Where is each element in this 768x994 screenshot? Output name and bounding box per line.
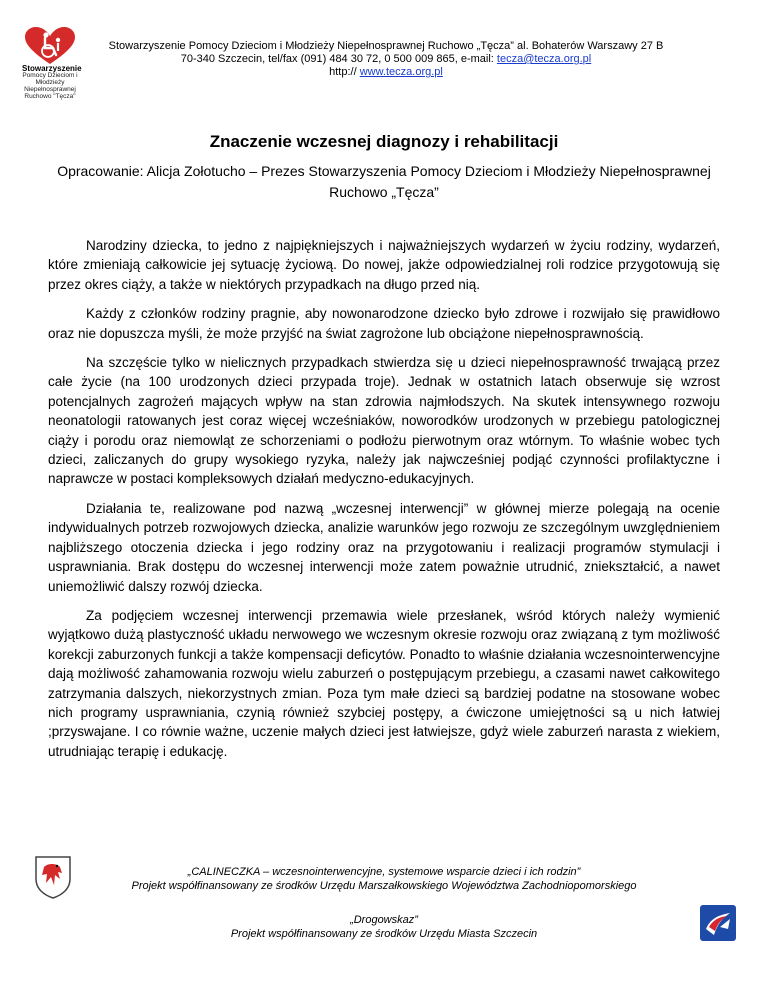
project2-name: „Drogowskaz” [350,914,418,926]
project1-name: „CALINECZKA – wczesnointerwencyjne, systemowe wsparcie dzieci i ich rodzin” [187,866,581,878]
document-author: Opracowanie: Alicja Zołotucho – Prezes Stowarzyszenia Pomocy Dzieciom i Młodzieży Niepełnosprawnej Ruchowo „Tęcza” [57,163,711,200]
logo-subtext: Pomocy Dzieciom i Młodzieży Niepełnosprawnej Ruchowo "Tęcza" [22,72,78,100]
email-link[interactable]: tecza@tecza.org.pl [496,53,592,65]
website-link[interactable]: www.tecza.org.pl [359,66,443,78]
letterhead-line2 [84,53,688,66]
paragraph: Na szczęście tylko w nielicznych przypadkach stwierdza się u dzieci niepełnosprawność trwającą przez całe życie (na 100 urodzonych dzieci przypada troje). Jednak w ostatnich latach obserwuje się wzrost potencjalnych zagrożeń mających wpływ na stan zdrowia najmłodszych. Na skutek intensywnego rozwoju neonatologii ratowanych jest coraz więcej wcześniaków, noworodków urodzonych w przebiegu patologicznej ciąży i porodu oraz niemowląt ze schorzeniami o podłożu pierwotnym oraz wtórnym. To właśnie wobec tych dzieci, zaliczanych do grupy wysokiego ryzyka, należy jak najwcześniej podjąć czynności profilaktyczne i naprawcze w postaci kompleksowych działań medyczno-edukacyjnych. [48,355,720,487]
document-body [48,236,720,771]
letterhead-line1: Stowarzyszenie Pomocy Dzieciom i Młodzieży Niepełnosprawnej Ruchowo „Tęcza” al. Bohaterów Warszawy 27 B [108,40,664,52]
paragraph: Każdy z członków rodziny pragnie, aby nowonarodzone dziecko było zdrowe i rozwijało się prawidłowo oraz nie dopuszcza myśli, że może przyjść na świat zagrożone lub obciążone niepełnosprawnością. [48,306,720,341]
logo-caption [22,64,82,100]
project-calineczka [60,865,708,893]
paragraph: Narodziny dziecka, to jedno z najpiękniejszych i najważniejszych wydarzeń w życiu rodziny, wydarzeń, które zmieniają całkowicie jej sytuację życiową. Do nowej, jakże odpowiedzialnej roli rodzice przygotowują się przez okres ciąży, a także w niektórych przypadkach na długo przed nią. [48,238,720,292]
paragraph: Działania te, realizowane pod nazwą „wczesnej interwencji” w głównej mierze polegają na ocenie indywidualnych potrzeb rozwojowych dziecka, analizie warunków jego rozwoju ze szczególnym uwzględnieniem najbliższego otoczenia dziecka i jego rodziny oraz na przygotowaniu i realizacji programów stymulacji i usprawniania. Brak dostępu do wczesnej interwencji może zatem poważnie utrudnić, zniekształcić, a nawet uniemożliwić dalszy rozwój dziecka. [48,500,720,594]
url-prefix: http:// [329,66,360,78]
heart-wheelchair-icon [22,26,78,66]
project1-funding: Projekt współfinansowany ze środków Urzędu Marszałkowskiego Województwa Zachodniopomorskiego [131,880,637,892]
contact-text: 70-340 Szczecin, tel/fax (091) 484 30 72, 0 500 009 865, e-mail: [180,53,497,65]
letterhead-line3 [84,66,688,79]
project2-funding: Projekt współfinansowany ze środków Urzędu Miasta Szczecin [230,928,538,940]
letterhead [84,40,688,79]
document-title: Znaczenie wczesnej diagnozy i rehabilitacji [209,132,559,151]
organization-logo [22,26,82,100]
szczecin-city-logo-icon [700,905,736,941]
paragraph: Za podjęciem wczesnej interwencji przemawia wiele przesłanek, wśród których należy wymienić wyjątkowo dużą plastyczność układu nerwowego we wczesnym okresie rozwoju oraz związaną z tym możliwość korekcji zaburzonych funkcji a także kompensacji deficytów. Ponadto to właśnie działania wczesnointerwencyjne dają możliwość zahamowania rozwoju wielu zaburzeń o postępującym przebiegu, a czasami nawet całkowitego zatrzymania dalszych, niekorzystnych zmian. Poza tym małe dzieci są bardziej podatne na stosowane wobec nich programy usprawniania, czynią również szybciej postępy, a ćwiczone umiejętności są u nich łatwiej ;przyswajane. I co równie ważne, uczenie małych dzieci jest łatwiejsze, gdyż wiele zaburzeń narasta z wiekiem, utrudniając terapię i edukację. [48,607,720,759]
logo-text: Stowarzyszenie [22,64,82,73]
project-drogowskaz [60,913,708,941]
